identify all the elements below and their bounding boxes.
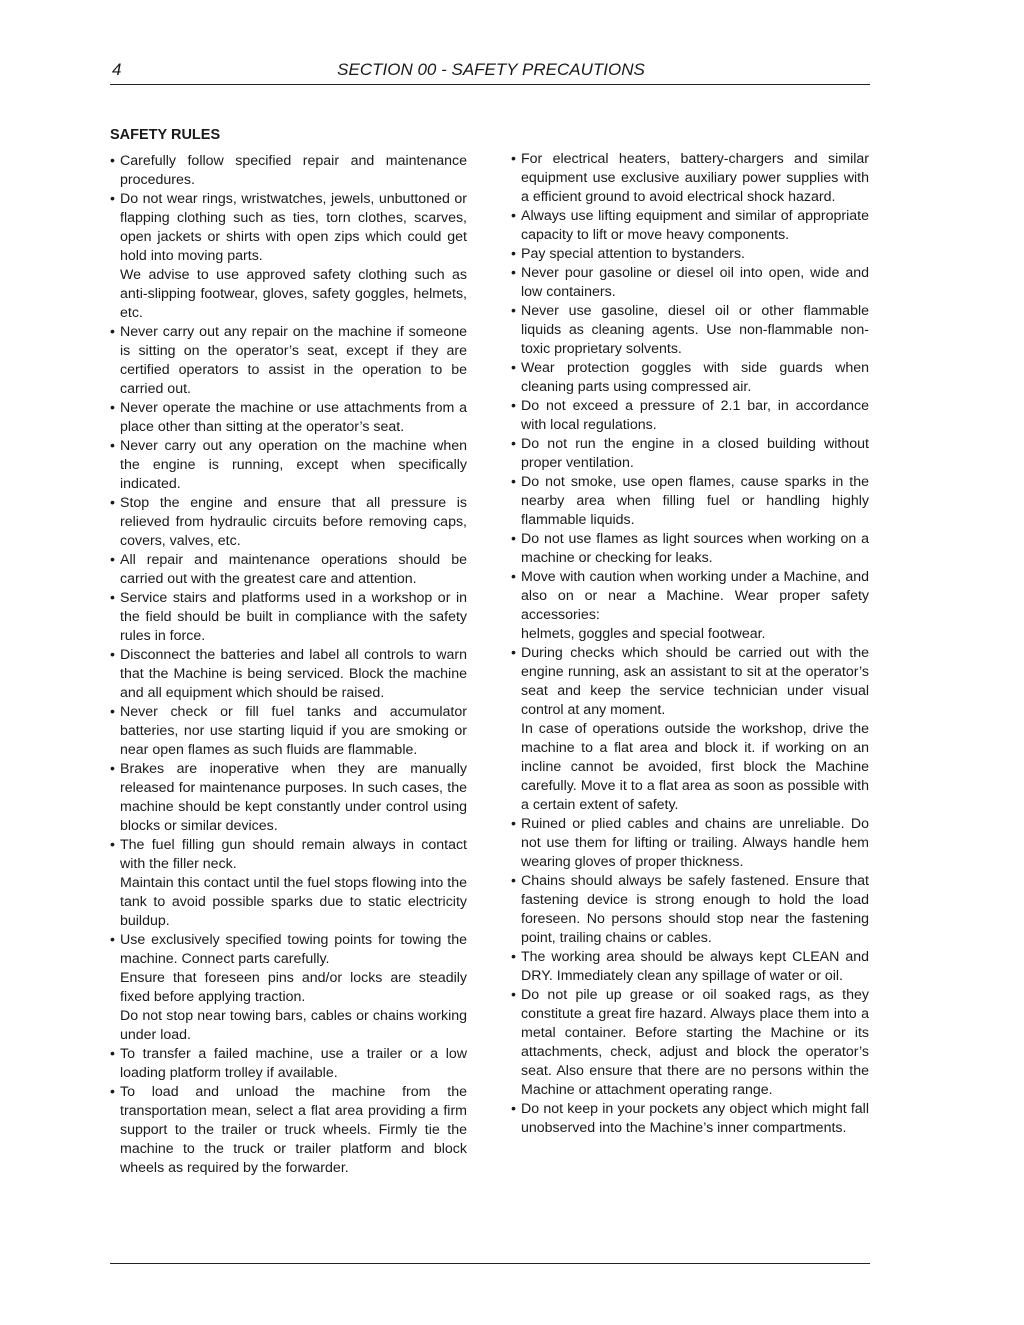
right-rule-list <box>511 150 869 1138</box>
safety-rule-text: Do not keep in your pockets any object which might fall unobserved into the Machine’s inner compartments. <box>521 1101 869 1136</box>
safety-rule-text: Move with caution when working under a Machine, and also on or near a Machine. Wear proper safety accessories: <box>521 569 869 623</box>
safety-rule-item <box>110 323 467 399</box>
safety-rule-text: Never check or fill fuel tanks and accumulator batteries, nor use starting liquid if you are smoking or near open flames as such fluids are flammable. <box>120 704 467 758</box>
safety-rule-item <box>110 494 467 551</box>
safety-rule-text: Never carry out any operation on the machine when the engine is running, except when specifically indicated. <box>120 438 467 492</box>
safety-rule-text: Do not exceed a pressure of 2.1 bar, in accordance with local regulations. <box>521 398 869 433</box>
safety-rule-text: helmets, goggles and special footwear. <box>521 626 766 642</box>
safety-rule-text: Do not pile up grease or oil soaked rags, as they constitute a great fire hazard. Always place them into a metal container. Before starting the Machine or its attachments, check, adjust and block the operator’s seat. Also ensure that there are no persons within the Machine or attachment operating range. <box>521 987 869 1098</box>
bullet-icon: • <box>110 552 115 568</box>
safety-rule-text: The working area should be always kept CLEAN and DRY. Immediately clean any spillage of water or oil. <box>521 949 869 984</box>
safety-rule-item <box>511 150 869 207</box>
safety-rule-text: Ensure that foreseen pins and/or locks are steadily fixed before applying traction. <box>120 970 467 1005</box>
bullet-icon: • <box>511 303 516 319</box>
safety-rule-text: During checks which should be carried out with the engine running, ask an assistant to sit at the operator’s seat and keep the service technician under visual control at any moment. <box>521 645 869 718</box>
bullet-icon: • <box>110 1046 115 1062</box>
bullet-icon: • <box>511 360 516 376</box>
safety-rule-text: To load and unload the machine from the transportation mean, select a flat area providing a firm support to the trailer or truck wheels. Firmly tie the machine to the truck or trailer platform and block wheels as required by the forwarder. <box>120 1084 467 1176</box>
safety-rule-item <box>511 359 869 397</box>
safety-rule-item <box>511 435 869 473</box>
footer-rule <box>110 1263 870 1264</box>
safety-rule-item <box>511 302 869 359</box>
safety-rule-text: Pay special attention to bystanders. <box>521 246 745 262</box>
bullet-icon: • <box>110 324 115 340</box>
safety-rule-item <box>511 948 869 986</box>
safety-rule-item <box>511 815 869 872</box>
safety-rule-text: Never operate the machine or use attachments from a place other than sitting at the operator’s seat. <box>120 400 467 435</box>
safety-rule-text: Always use lifting equipment and similar of appropriate capacity to lift or move heavy components. <box>521 208 869 243</box>
bullet-icon: • <box>511 987 516 1003</box>
safety-rule-text: The fuel filling gun should remain always in contact with the filler neck. <box>120 837 467 872</box>
bullet-icon: • <box>110 191 115 207</box>
safety-rule-item <box>110 646 467 703</box>
page-number: 4 <box>112 60 122 79</box>
safety-rule-text: Do not use flames as light sources when working on a machine or checking for leaks. <box>521 531 869 566</box>
bullet-icon: • <box>511 816 516 832</box>
bullet-icon: • <box>110 153 115 169</box>
safety-rule-text: Maintain this contact until the fuel stops flowing into the tank to avoid possible sparks due to static electricity buildup. <box>120 875 467 929</box>
safety-rule-item <box>511 207 869 245</box>
safety-rule-text: Stop the engine and ensure that all pressure is relieved from hydraulic circuits before removing caps, covers, valves, etc. <box>120 495 467 549</box>
safety-rule-item <box>511 245 869 264</box>
safety-rule-item <box>511 397 869 435</box>
safety-rule-item <box>511 1100 869 1138</box>
safety-rule-item <box>511 568 869 644</box>
left-column <box>110 124 467 1178</box>
bullet-icon: • <box>511 569 516 585</box>
bullet-icon: • <box>511 436 516 452</box>
safety-rules-heading: SAFETY RULES <box>110 127 221 143</box>
bullet-icon: • <box>511 873 516 889</box>
left-rule-list <box>110 152 467 1178</box>
safety-rule-item <box>511 264 869 302</box>
safety-rule-text: For electrical heaters, battery-chargers and similar equipment use exclusive auxiliary power supplies with a efficient ground to avoid electrical shock hazard. <box>521 151 869 205</box>
bullet-icon: • <box>511 949 516 965</box>
safety-rule-text: Never pour gasoline or diesel oil into open, wide and low containers. <box>521 265 869 300</box>
bullet-icon: • <box>511 246 516 262</box>
safety-rule-text: Carefully follow specified repair and maintenance procedures. <box>120 153 467 188</box>
bullet-icon: • <box>511 151 516 167</box>
safety-rule-text: We advise to use approved safety clothing such as anti-slipping footwear, gloves, safety goggles, helmets, etc. <box>120 267 467 321</box>
bullet-icon: • <box>511 208 516 224</box>
safety-rule-item <box>110 931 467 1045</box>
bullet-icon: • <box>511 531 516 547</box>
bullet-icon: • <box>110 438 115 454</box>
safety-rule-text: Do not stop near towing bars, cables or chains working under load. <box>120 1008 467 1043</box>
safety-rule-item <box>511 986 869 1100</box>
safety-rule-text: Brakes are inoperative when they are manually released for maintenance purposes. In such cases, the machine should be kept constantly under control using blocks or similar devices. <box>120 761 467 834</box>
bullet-icon: • <box>511 1101 516 1117</box>
safety-rule-item <box>110 399 467 437</box>
safety-rule-item <box>110 703 467 760</box>
bullet-icon: • <box>110 590 115 606</box>
bullet-icon: • <box>110 1084 115 1100</box>
safety-rule-text: All repair and maintenance operations should be carried out with the greatest care and attention. <box>120 552 467 587</box>
safety-rule-text: Service stairs and platforms used in a workshop or in the field should be built in compliance with the safety rules in force. <box>120 590 467 644</box>
bullet-icon: • <box>511 398 516 414</box>
safety-rule-item <box>110 152 467 190</box>
safety-rule-item <box>110 760 467 836</box>
safety-rule-item <box>110 1083 467 1178</box>
safety-rule-text: To transfer a failed machine, use a trailer or a low loading platform trolley if available. <box>120 1046 467 1081</box>
safety-rule-item <box>110 437 467 494</box>
bullet-icon: • <box>110 495 115 511</box>
safety-rule-item <box>110 589 467 646</box>
bullet-icon: • <box>511 265 516 281</box>
safety-rule-item <box>110 190 467 323</box>
safety-rule-text: Ruined or plied cables and chains are unreliable. Do not use them for lifting or trailing. Always handle hem wearing gloves of proper thickness. <box>521 816 869 870</box>
right-column <box>511 150 869 1138</box>
safety-rule-item <box>511 473 869 530</box>
bullet-icon: • <box>110 761 115 777</box>
safety-rule-text: Do not run the engine in a closed building without proper ventilation. <box>521 436 869 471</box>
bullet-icon: • <box>511 645 516 661</box>
safety-rule-text: In case of operations outside the workshop, drive the machine to a flat area and block it. if working on an incline cannot be avoided, first block the Machine carefully. Move it to a flat area as soon as possible with a certain extent of safety. <box>521 721 869 813</box>
safety-rule-text: Use exclusively specified towing points for towing the machine. Connect parts carefully. <box>120 932 467 967</box>
safety-rule-item <box>110 1045 467 1083</box>
safety-rule-item <box>511 530 869 568</box>
bullet-icon: • <box>110 647 115 663</box>
bullet-icon: • <box>110 704 115 720</box>
safety-rule-text: Do not smoke, use open flames, cause sparks in the nearby area when filling fuel or handling highly flammable liquids. <box>521 474 869 528</box>
bullet-icon: • <box>110 837 115 853</box>
safety-rule-text: Never use gasoline, diesel oil or other flammable liquids as cleaning agents. Use non-flammable non-toxic proprietary solvents. <box>521 303 869 357</box>
safety-rule-text: Disconnect the batteries and label all controls to warn that the Machine is being serviced. Block the machine and all equipment which should be raised. <box>120 647 467 701</box>
safety-rule-item <box>511 872 869 948</box>
safety-rule-text: Wear protection goggles with side guards when cleaning parts using compressed air. <box>521 360 869 395</box>
section-title: SECTION 00 - SAFETY PRECAUTIONS <box>337 60 645 79</box>
bullet-icon: • <box>511 474 516 490</box>
page-header <box>110 58 870 85</box>
safety-rule-text: Never carry out any repair on the machine if someone is sitting on the operator’s seat, except if they are certified operators to assist in the operation to be carried out. <box>120 324 467 397</box>
safety-rule-item <box>511 644 869 815</box>
safety-rule-item <box>110 836 467 931</box>
safety-rule-text: Chains should always be safely fastened. Ensure that fastening device is strong enough to hold the load foreseen. No persons should stop near the fastening point, trailing chains or cables. <box>521 873 869 946</box>
bullet-icon: • <box>110 932 115 948</box>
safety-rule-item <box>110 551 467 589</box>
bullet-icon: • <box>110 400 115 416</box>
safety-rule-text: Do not wear rings, wristwatches, jewels, unbuttoned or flapping clothing such as ties, torn clothes, scarves, open jackets or shirts with open zips which could get hold into moving parts. <box>120 191 467 264</box>
